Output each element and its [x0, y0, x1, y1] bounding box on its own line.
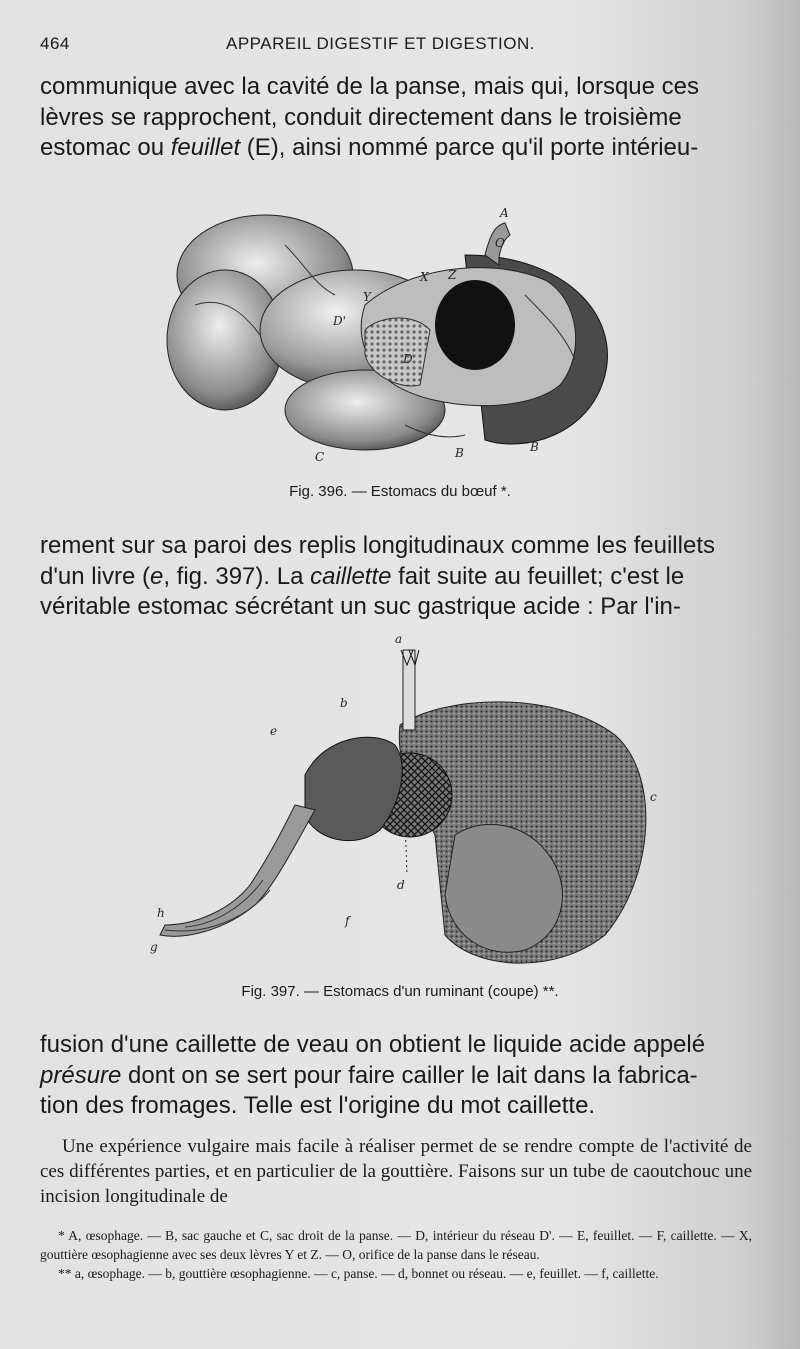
fig397-label-d: d: [397, 878, 405, 892]
footnote-1: * A, œsophage. — B, sac gauche et C, sac droit de la panse. — D, intérieur du réseau D'. — E, feuillet. — F, caillette. — X, gouttière œsophagienne avec ses deux lèvres Y et Z. — O, orifice de la panse dans le réseau.: [40, 1228, 752, 1262]
fig397-label-c: c: [650, 790, 657, 804]
p2-italic-e: e: [149, 562, 164, 590]
p1-text: estomac ou: [40, 134, 171, 161]
fig397-label-h: h: [157, 906, 165, 920]
paragraph-1-line-1: communique avec la cavité de la panse, mais qui, lorsque ces: [40, 73, 700, 100]
fig397-label-a: a: [395, 635, 403, 646]
figure-396-caption: Fig. 396. — Estomacs du bœuf *.: [289, 483, 511, 500]
paragraph-3: [40, 1030, 752, 1122]
p1-italic-term: feuillet: [170, 134, 241, 161]
footnote-2: ** a, œsophage. — b, gouttière œsophagienne. — c, panse. — d, bonnet ou réseau. — e, feuillet. — f, caillette.: [58, 1266, 659, 1281]
esophagus-tube-shape: [403, 650, 415, 730]
opening-shape: [435, 280, 515, 370]
p2-italic-caillette: caillette: [310, 562, 392, 590]
running-title: APPAREIL DIGESTIF ET DIGESTION.: [226, 34, 535, 53]
paragraph-2: [40, 531, 752, 623]
fig396-label-c: C: [315, 450, 325, 464]
paragraph-3-line-2: [40, 1061, 752, 1092]
fig396-label-x: X: [420, 270, 429, 284]
paragraph-3-line-3: tion des fromages. Telle est l'origine du mot caillette.: [40, 1092, 596, 1119]
paragraph-2-line-2: [40, 562, 752, 593]
paragraph-1: [40, 72, 752, 164]
p1-text-tail: (E), ainsi nommé parce qu'il porte intérieu-: [240, 134, 699, 161]
fig397-label-e: e: [270, 724, 278, 738]
paragraph-1-line-3: [40, 133, 752, 164]
fig396-label-o: O: [495, 236, 505, 250]
paragraph-3-line-1: fusion d'une caillette de veau on obtient le liquide acide appelé: [40, 1031, 706, 1058]
fig396-label-dprime: D': [333, 314, 346, 328]
paragraph-2-line-3: véritable estomac sécrétant un suc gastrique acide : Par l'in-: [40, 593, 681, 620]
fig396-label-d: D: [403, 352, 413, 366]
figure-397-caption: Fig. 397. — Estomacs d'un ruminant (coupe) **.: [241, 983, 559, 1000]
p3-italic-presure: présure: [40, 1061, 122, 1089]
fig396-label-y: Y: [363, 290, 371, 304]
fig397-label-f: f: [345, 914, 350, 928]
page-header: [40, 34, 740, 62]
paragraph-1-line-2: lèvres se rapprochent, conduit directement dans le troisième: [40, 103, 682, 131]
p2-text: d'un livre (: [40, 562, 150, 590]
page-number: 464: [40, 34, 70, 53]
fig396-label-a: A: [500, 206, 509, 220]
paragraph-2-line-1: rement sur sa paroi des replis longitudinaux comme les feuillets: [40, 532, 715, 559]
fig397-label-g: g: [150, 940, 158, 954]
figure-397-illustration: [145, 635, 675, 970]
p3-text: dont on se sert pour faire cailler le lait dans la fabrica-: [121, 1061, 698, 1089]
paragraph-4-text: Une expérience vulgaire mais facile à réaliser permet de se rendre compte de l'activité de ces différentes parties, et en particulier de la gouttière. Faisons sur un tube de caoutchouc une incision longitudinale de: [40, 1136, 752, 1207]
paragraph-4: [40, 1134, 752, 1209]
figure-396-illustration: [165, 185, 625, 470]
p2-text-mid: , fig. 397). La: [163, 562, 311, 590]
fig396-label-b: B: [455, 446, 464, 460]
p2-text-tail: fait suite au feuillet; c'est le: [391, 562, 685, 590]
footnotes: [40, 1226, 752, 1283]
fig397-label-b: b: [340, 696, 348, 710]
fig396-label-b2: B: [530, 440, 539, 454]
fig396-label-z: Z: [448, 268, 457, 282]
